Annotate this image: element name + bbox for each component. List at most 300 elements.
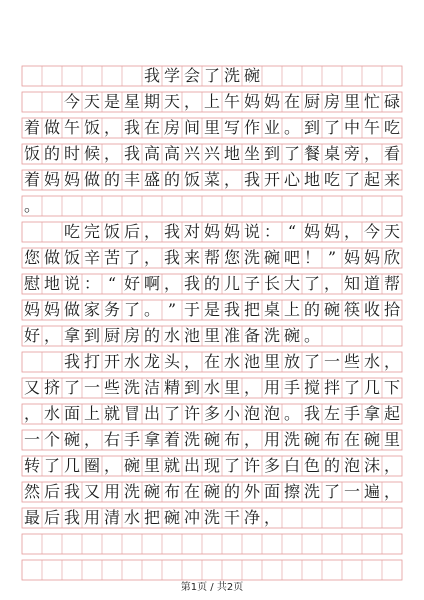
paragraph-3-char: 洗 (303, 482, 320, 501)
paragraph-2-char: 苦 (103, 248, 120, 267)
paragraph-2-char: 您 (223, 248, 240, 267)
paragraph-3-char: 在 (203, 352, 220, 371)
paragraph-3-char: 水 (43, 404, 60, 423)
paragraph-1-char: 里 (203, 118, 220, 137)
paragraph-2-char: 地 (43, 274, 60, 293)
paragraph-3-char: 冒 (123, 404, 140, 423)
paragraph-3-char: 池 (243, 352, 260, 371)
paragraph-1-char: ， (103, 118, 120, 137)
paragraph-1-char: 在 (143, 118, 160, 137)
paragraph-3-char: 一 (343, 482, 360, 501)
paragraph-3-char: 精 (163, 378, 180, 397)
paragraph-2-char: ， (163, 274, 180, 293)
paragraph-2-char: 拾 (383, 300, 400, 319)
paragraph-2-char: 今 (363, 222, 380, 241)
paragraph-2-char: 辛 (83, 248, 100, 267)
paragraph-3-char: 些 (103, 378, 120, 397)
paragraph-2-char: 欣 (383, 248, 400, 267)
paragraph-2-char: 大 (283, 274, 300, 293)
paragraph-1-char: ， (223, 170, 240, 189)
paragraph-2-char: 我 (223, 300, 240, 319)
paragraph-2-char: ， (143, 248, 160, 267)
paragraph-2-char: 妈 (303, 222, 320, 241)
paragraph-3-char: 几 (63, 456, 80, 475)
paragraph-2-char: 妈 (43, 300, 60, 319)
paragraph-3-char: 遍 (363, 482, 380, 501)
paragraph-3-char: 我 (303, 404, 320, 423)
paragraph-1-char: 时 (63, 144, 80, 163)
paragraph-2-char: ， (343, 222, 360, 241)
paragraph-3-char: 了 (43, 456, 60, 475)
paragraph-1-char: 着 (23, 170, 40, 189)
paragraph-1-char: 菜 (203, 170, 220, 189)
paragraph-2-char: 上 (283, 300, 300, 319)
paragraph-1-char: 今 (63, 92, 80, 111)
paragraph-3-char: 就 (103, 404, 120, 423)
paragraph-1-char: 在 (283, 92, 300, 111)
paragraph-1-char: 忙 (363, 92, 380, 111)
paragraph-2-char: 我 (183, 274, 200, 293)
paragraph-2-char: 做 (43, 248, 60, 267)
paragraph-2-char: ” (167, 300, 177, 319)
paragraph-3-char: 头 (163, 352, 180, 371)
paragraph-1-char: 是 (103, 92, 120, 111)
paragraph-3-char: 了 (303, 352, 320, 371)
paragraph-3-char: 碗 (203, 430, 220, 449)
paragraph-3-char: 用 (263, 430, 280, 449)
paragraph-2-char: 碗 (263, 248, 280, 267)
paragraph-1-char: 我 (123, 118, 140, 137)
paragraph-3-char: 起 (383, 404, 400, 423)
paragraph-2-char: 做 (63, 300, 80, 319)
paragraph-3-char: 碗 (123, 456, 140, 475)
title-char: 学 (163, 66, 180, 85)
paragraph-2-char: 说 (63, 274, 80, 293)
paragraph-2-char: 妈 (343, 248, 360, 267)
paragraph-3-char: 用 (103, 482, 120, 501)
paragraph-2-char: 帮 (203, 248, 220, 267)
paragraph-1-char: 。 (23, 196, 40, 215)
paragraph-2-char: 我 (163, 222, 180, 241)
paragraph-1-char: 业 (263, 118, 280, 137)
paragraph-2-char: 我 (163, 248, 180, 267)
paragraph-1-char: 兴 (203, 144, 220, 163)
paragraph-2-char: 妈 (223, 222, 240, 241)
paragraph-1-char: 盛 (143, 170, 160, 189)
paragraph-3-char: 多 (263, 456, 280, 475)
paragraph-1-char: 期 (143, 92, 160, 111)
paragraph-3-char: 许 (183, 404, 200, 423)
paragraph-1-char: 午 (63, 118, 80, 137)
paragraph-2-char: 道 (363, 274, 380, 293)
paragraph-2-char: 。 (143, 300, 160, 319)
paragraph-1-char: 桌 (323, 144, 340, 163)
paragraph-2-char: 把 (243, 300, 260, 319)
paragraph-3-char: 碗 (163, 508, 180, 527)
paragraph-3-char: 在 (343, 430, 360, 449)
paragraph-2-char: “ (287, 222, 297, 241)
paragraph-3-char: ， (383, 352, 400, 371)
paragraph-2-char: 桌 (263, 300, 280, 319)
paragraph-1-char: 的 (43, 144, 60, 163)
paragraph-3-char: 手 (343, 404, 360, 423)
paragraph-2-char: 收 (363, 300, 380, 319)
paragraph-2-char: 妈 (323, 222, 340, 241)
paragraph-2-char: 说 (243, 222, 260, 241)
paragraph-1-char: 午 (363, 118, 380, 137)
paragraph-2-char: 吧 (283, 248, 300, 267)
paragraph-3-char: 泡 (243, 404, 260, 423)
paragraph-2-char: 子 (243, 274, 260, 293)
paragraph-3-char: 又 (23, 378, 40, 397)
paragraph-3-char: 水 (363, 352, 380, 371)
paragraph-2-char: “ (107, 274, 117, 293)
paragraph-3-char: 我 (63, 482, 80, 501)
paragraph-2-char: 儿 (223, 274, 240, 293)
paragraph-2-char: 碗 (283, 326, 300, 345)
paragraph-2-char: 备 (243, 326, 260, 345)
paragraph-3-char: 着 (163, 430, 180, 449)
paragraph-3-char: 拿 (143, 430, 160, 449)
title-char: 碗 (243, 66, 260, 85)
paragraph-3-char: 拌 (323, 378, 340, 397)
paragraph-3-char: 圈 (83, 456, 100, 475)
paragraph-2-char: 啊 (143, 274, 160, 293)
paragraph-3-char: 布 (223, 430, 240, 449)
paragraph-3-char: 搅 (303, 378, 320, 397)
paragraph-1-char: ， (183, 92, 200, 111)
paragraph-1-char: 做 (43, 118, 60, 137)
paragraph-1-char: 上 (203, 92, 220, 111)
paragraph-1-char: 看 (383, 144, 400, 163)
paragraph-1-char: 餐 (303, 144, 320, 163)
paragraph-2-char: 洗 (263, 326, 280, 345)
paragraph-3-char: 转 (23, 456, 40, 475)
paragraph-2-char: 准 (223, 326, 240, 345)
paragraph-1-char: 旁 (343, 144, 360, 163)
paragraph-2-char: ： (83, 274, 100, 293)
paragraph-3-char: 一 (323, 352, 340, 371)
paragraph-3-char: 沫 (363, 456, 380, 475)
paragraph-2-char: 对 (183, 222, 200, 241)
paragraph-3-char: 用 (83, 508, 100, 527)
paragraph-3-char: 我 (63, 352, 80, 371)
paragraph-1-char: 星 (123, 92, 140, 111)
paragraph-1-char: 妈 (243, 92, 260, 111)
paragraph-2-char: 的 (303, 300, 320, 319)
paragraph-2-char: 水 (163, 326, 180, 345)
paragraph-3-char: 右 (103, 430, 120, 449)
paragraph-2-char: 好 (23, 326, 40, 345)
paragraph-1-char: 房 (163, 118, 180, 137)
paragraph-1-char: 做 (83, 170, 100, 189)
paragraph-1-char: 妈 (263, 92, 280, 111)
paragraph-1-char: 饭 (183, 170, 200, 189)
paragraph-1-char: 中 (343, 118, 360, 137)
paragraph-3-char: 手 (283, 378, 300, 397)
paragraph-3-char: 后 (43, 482, 60, 501)
paragraph-3-char: 了 (223, 456, 240, 475)
paragraph-3-char: 水 (203, 378, 220, 397)
paragraph-2-char: 帮 (383, 274, 400, 293)
paragraph-3-char: 的 (323, 456, 340, 475)
paragraph-1-char: 饭 (23, 144, 40, 163)
paragraph-2-char: 务 (103, 300, 120, 319)
paragraph-3-char: 上 (83, 404, 100, 423)
paragraph-1-char: 天 (83, 92, 100, 111)
paragraph-3-char: 泡 (263, 404, 280, 423)
paragraph-3-char: 出 (143, 404, 160, 423)
paragraph-3-char: 洗 (123, 482, 140, 501)
paragraph-2-char: 饭 (63, 248, 80, 267)
paragraph-3-char: 放 (283, 352, 300, 371)
paragraph-3-char: 许 (243, 456, 260, 475)
paragraph-2-char: 慰 (23, 274, 40, 293)
title-char: 会 (183, 66, 200, 85)
paragraph-3-char: 把 (143, 508, 160, 527)
paragraph-3-char: 水 (223, 352, 240, 371)
paragraph-3-char: 打 (83, 352, 100, 371)
paragraph-3-char: 又 (83, 482, 100, 501)
paragraph-3-char: 出 (183, 456, 200, 475)
grid-row-5 (22, 196, 402, 216)
paragraph-1-char: 作 (243, 118, 260, 137)
paragraph-2-char: 的 (203, 274, 220, 293)
title-char: 我 (143, 66, 160, 85)
paragraph-3-char: 水 (123, 508, 140, 527)
paragraph-1-char: 着 (23, 118, 40, 137)
paragraph-3-char: 就 (163, 456, 180, 475)
paragraph-2-char: 碗 (323, 300, 340, 319)
paragraph-3-char: 到 (183, 378, 200, 397)
paragraph-3-char: 的 (223, 482, 240, 501)
paragraph-2-char: 池 (183, 326, 200, 345)
paragraph-1-char: 候 (83, 144, 100, 163)
paragraph-2-char: ， (143, 222, 160, 241)
paragraph-3-char: 在 (183, 482, 200, 501)
paragraph-1-char: 地 (223, 144, 240, 163)
paragraph-3-char: ， (243, 430, 260, 449)
paragraph-3-char: 龙 (143, 352, 160, 371)
paragraph-2-char: 厨 (103, 326, 120, 345)
paragraph-3-char: 些 (343, 352, 360, 371)
paragraph-2-char: 了 (123, 248, 140, 267)
paragraph-1-char: 天 (163, 92, 180, 111)
paragraph-3-char: 擦 (283, 482, 300, 501)
paragraph-3-char: 一 (23, 430, 40, 449)
grid-row-19 (22, 560, 402, 580)
paragraph-2-char: 妈 (203, 222, 220, 241)
paragraph-1-char: ， (363, 144, 380, 163)
paragraph-2-char: 。 (303, 326, 320, 345)
page-footer: 第1页 / 共2页 (180, 582, 244, 593)
writing-grid-sheet (22, 64, 402, 584)
paragraph-1-char: 碌 (383, 92, 400, 111)
paragraph-3-char: 最 (23, 508, 40, 527)
paragraph-1-char: 到 (263, 144, 280, 163)
paragraph-2-char: ， (323, 274, 340, 293)
paragraph-1-char: 我 (123, 144, 140, 163)
paragraph-1-char: 房 (323, 92, 340, 111)
paragraph-3-char: 碗 (143, 482, 160, 501)
paragraph-2-char: 妈 (363, 248, 380, 267)
paragraph-2-char: 天 (383, 222, 400, 241)
grid-row-18 (22, 534, 402, 554)
paragraph-3-char: 净 (243, 508, 260, 527)
paragraph-3-char: 面 (263, 482, 280, 501)
paragraph-3-char: 里 (263, 352, 280, 371)
paragraph-3-char: 个 (43, 430, 60, 449)
paragraph-2-char: 的 (143, 326, 160, 345)
paragraph-2-char: 饭 (103, 222, 120, 241)
paragraph-1-char: 高 (143, 144, 160, 163)
paragraph-3-char: 面 (63, 404, 80, 423)
paragraph-2-char: 房 (123, 326, 140, 345)
paragraph-1-char: 了 (323, 118, 340, 137)
paragraph-3-char: ， (243, 378, 260, 397)
paragraph-1-char: 厨 (303, 92, 320, 111)
paragraph-3-char: 布 (323, 430, 340, 449)
paragraph-3-char: ， (263, 508, 280, 527)
paragraph-1-char: 起 (363, 170, 380, 189)
paragraph-2-char: 了 (123, 300, 140, 319)
paragraph-1-char: 的 (103, 170, 120, 189)
title-char: 了 (203, 66, 220, 85)
paragraph-1-char: 了 (343, 170, 360, 189)
paragraph-1-char: 到 (303, 118, 320, 137)
paragraph-3-char: 碗 (203, 482, 220, 501)
paragraph-2-char: 家 (83, 300, 100, 319)
paragraph-3-char: 里 (223, 378, 240, 397)
paragraph-1-char: 间 (183, 118, 200, 137)
paragraph-1-char: 里 (343, 92, 360, 111)
paragraph-2-char: 后 (123, 222, 140, 241)
paragraph-1-char: ， (103, 144, 120, 163)
paragraph-2-char: 您 (23, 248, 40, 267)
paragraph-3-char: 了 (63, 378, 80, 397)
paragraph-2-char: 长 (263, 274, 280, 293)
paragraph-2-char: 吃 (63, 222, 80, 241)
paragraph-3-char: 里 (143, 456, 160, 475)
paragraph-2-char: 完 (83, 222, 100, 241)
paragraph-3-char: 我 (63, 508, 80, 527)
paragraph-3-char: 冲 (183, 508, 200, 527)
paragraph-1-char: 来 (383, 170, 400, 189)
paragraph-2-char: ： (263, 222, 280, 241)
paragraph-1-char: 坐 (243, 144, 260, 163)
paragraph-3-char: 水 (123, 352, 140, 371)
paragraph-3-char: 洗 (203, 508, 220, 527)
paragraph-1-char: 了 (283, 144, 300, 163)
paragraph-3-char: 清 (103, 508, 120, 527)
paragraph-1-char: 饭 (83, 118, 100, 137)
paragraph-2-char: 拿 (63, 326, 80, 345)
paragraph-1-char: 妈 (63, 170, 80, 189)
paragraph-3-char: 左 (323, 404, 340, 423)
paragraph-3-char: 开 (103, 352, 120, 371)
paragraph-2-char: 洗 (243, 248, 260, 267)
paragraph-3-char: 多 (203, 404, 220, 423)
paragraph-1-char: 午 (223, 92, 240, 111)
paragraph-3-char: 泡 (343, 456, 360, 475)
paragraph-3-char: 后 (43, 508, 60, 527)
paragraph-2-char: 是 (203, 300, 220, 319)
paragraph-3-char: ， (83, 430, 100, 449)
paragraph-2-char: 好 (123, 274, 140, 293)
paragraph-2-char: 妈 (23, 300, 40, 319)
paragraph-1-char: 写 (223, 118, 240, 137)
paragraph-2-char: 里 (203, 326, 220, 345)
paragraph-3-char: 碗 (363, 430, 380, 449)
paragraph-3-char: 干 (223, 508, 240, 527)
paragraph-3-char: 外 (243, 482, 260, 501)
paragraph-3-char: 洗 (283, 430, 300, 449)
paragraph-1-char: 高 (163, 144, 180, 163)
paragraph-1-char: 。 (283, 118, 300, 137)
paragraph-3-char: 下 (383, 378, 400, 397)
paragraph-1-char: 兴 (183, 144, 200, 163)
paragraph-2-char: ， (43, 326, 60, 345)
paragraph-3-char: 色 (303, 456, 320, 475)
paragraph-1-char: 的 (163, 170, 180, 189)
paragraph-3-char: 里 (383, 430, 400, 449)
paragraph-1-char: 心 (283, 170, 300, 189)
paragraph-3-char: 一 (83, 378, 100, 397)
paragraph-3-char: 挤 (43, 378, 60, 397)
paragraph-2-char: 筷 (343, 300, 360, 319)
paragraph-3-char: ， (103, 456, 120, 475)
paragraph-1-char: 丰 (123, 170, 140, 189)
paragraph-3-char: 碗 (63, 430, 80, 449)
paragraph-3-char: 小 (223, 404, 240, 423)
paragraph-1-char: 地 (303, 170, 320, 189)
paragraph-2-char: ！ (303, 248, 320, 267)
paragraph-3-char: ， (183, 352, 200, 371)
paragraph-1-char: 开 (263, 170, 280, 189)
paragraph-3-char: ， (23, 404, 40, 423)
paragraph-1-char: 我 (243, 170, 260, 189)
paragraph-3-char: 洗 (183, 430, 200, 449)
paragraph-3-char: 布 (163, 482, 180, 501)
paragraph-3-char: 了 (343, 378, 360, 397)
paragraph-3-char: 手 (123, 430, 140, 449)
paragraph-3-char: 了 (323, 482, 340, 501)
grid-lines (22, 64, 402, 584)
paragraph-3-char: 用 (263, 378, 280, 397)
paragraph-2-char: 知 (343, 274, 360, 293)
paragraph-3-char: ， (383, 482, 400, 501)
paragraph-2-char: 到 (83, 326, 100, 345)
paragraph-2-char: 了 (303, 274, 320, 293)
paragraph-1-char: 吃 (323, 170, 340, 189)
paragraph-3-char: 碗 (303, 430, 320, 449)
paragraph-3-char: 几 (363, 378, 380, 397)
paragraph-2-char: ” (327, 248, 337, 267)
paragraph-2-char: 于 (183, 300, 200, 319)
paragraph-3-char: 洁 (143, 378, 160, 397)
paragraph-2-char: 来 (183, 248, 200, 267)
paragraph-3-char: 拿 (363, 404, 380, 423)
paragraph-1-char: 妈 (43, 170, 60, 189)
paragraph-3-char: 洗 (123, 378, 140, 397)
paragraph-3-char: 白 (283, 456, 300, 475)
paragraph-3-char: 。 (283, 404, 300, 423)
paragraph-1-char: 吃 (383, 118, 400, 137)
paragraph-3-char: 了 (163, 404, 180, 423)
paragraph-3-char: 现 (203, 456, 220, 475)
title-char: 洗 (223, 66, 240, 85)
paragraph-3-char: ， (383, 456, 400, 475)
